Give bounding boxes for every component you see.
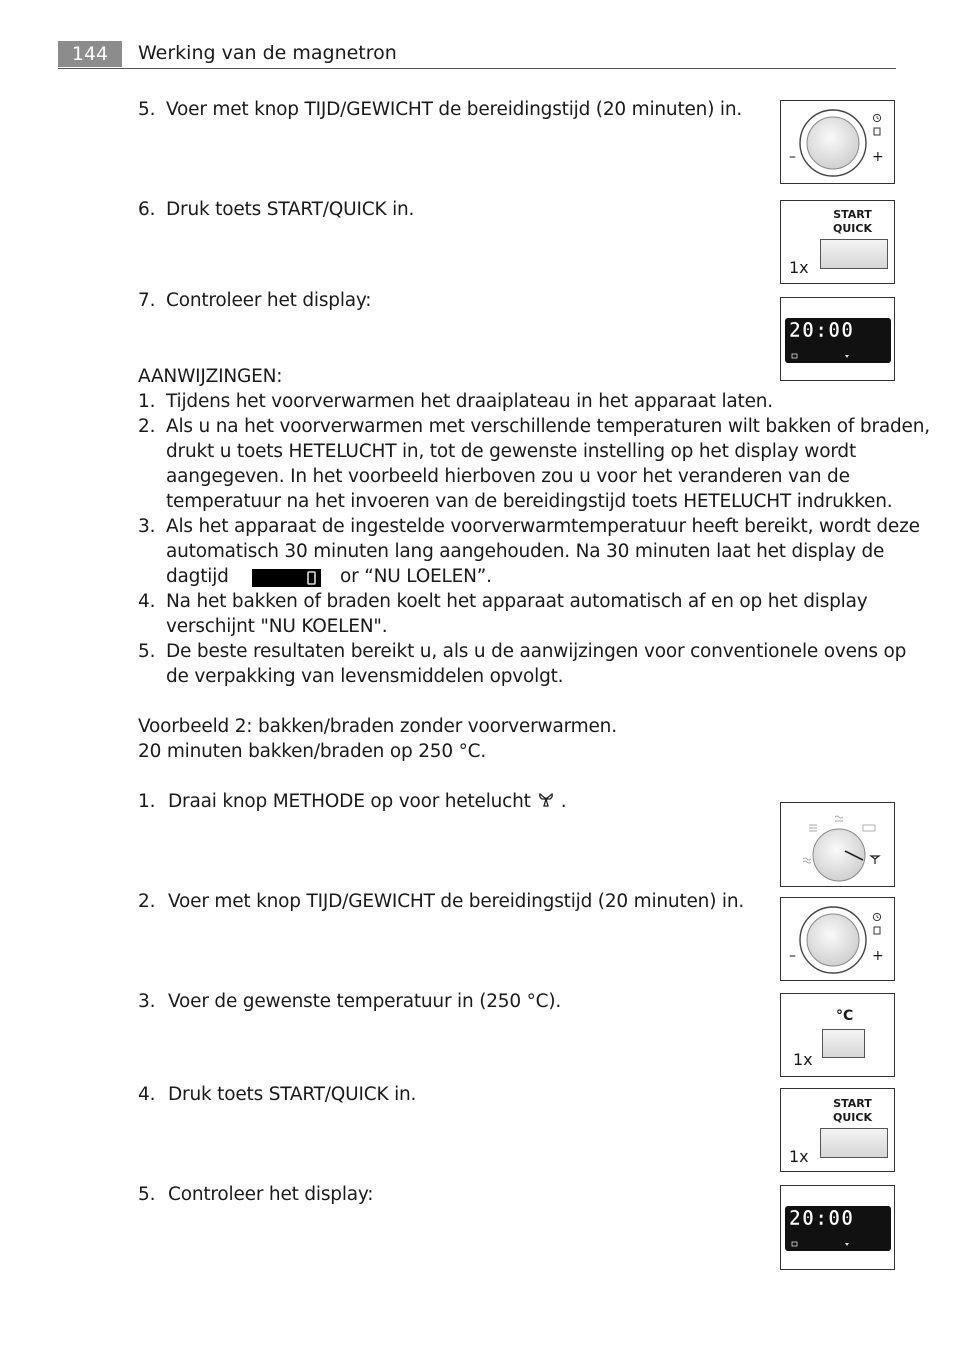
display-illustration — [780, 297, 895, 381]
fan-icon — [531, 790, 561, 815]
start-quick-illustration — [780, 200, 895, 284]
inline-display-icon — [252, 569, 321, 587]
step-b-1: 1. Draai knop METHODE op voor hetelucht . — [138, 789, 566, 815]
note-line: 2. Als u na het voorverwarmen met verschillende temperaturen wilt bakken of braden, — [138, 416, 930, 437]
start-quick-button — [820, 239, 888, 269]
start-label: START — [833, 208, 872, 221]
knob-plus-label: + — [872, 149, 884, 165]
notes-heading: AANWIJZINGEN: — [138, 366, 283, 387]
fan-icon — [845, 1243, 849, 1246]
step-b-5: 5. Controleer het display: — [138, 1184, 374, 1205]
step-a-7: 7. Controleer het display: — [138, 290, 372, 311]
note-line: 5. De beste resultaten bereikt u, als u de aanwijzingen voor conventionele ovens op — [138, 641, 907, 662]
note-line: automatisch 30 minuten lang aangehouden. Na 30 minuten laat het display de — [166, 541, 885, 562]
step-b-2: 2. Voer met knop TIJD/GEWICHT de bereidingstijd (20 minuten) in. — [138, 891, 745, 912]
start-label: START — [833, 1097, 872, 1110]
note-dagtijd-suffix: or “NU LOELEN”. — [340, 566, 492, 587]
note-line: verschijnt "NU KOELEN". — [166, 616, 388, 637]
note-line: temperatuur na het invoeren van de bereidingstijd toets HETELUCHT indrukken. — [166, 491, 893, 512]
step-a-5: 5. Voer met knop TIJD/GEWICHT de bereidingstijd (20 minuten) in. — [138, 99, 743, 120]
fan-icon — [845, 355, 849, 358]
display-time: 20:00 — [789, 1206, 855, 1230]
page-number: 144 — [58, 41, 122, 67]
example-line2: 20 minuten bakken/braden op 250 °C. — [138, 741, 487, 762]
note-line: de verpakking van levensmiddelen opvolgt. — [166, 666, 564, 687]
step-a-6: 6. Druk toets START/QUICK in. — [138, 199, 415, 220]
example-intro: Voorbeeld 2: bakken/braden zonder voorverwarmen. — [138, 716, 617, 737]
start-quick-illustration — [780, 1088, 895, 1172]
press-count: 1x — [793, 1050, 813, 1069]
note-line: 4. Na het bakken of braden koelt het apparaat automatisch af en op het display — [138, 591, 868, 612]
press-count: 1x — [789, 258, 809, 277]
note-line: drukt u toets HETELUCHT in, tot de gewenste instelling op het display wordt — [166, 441, 857, 462]
oven-icon — [792, 1242, 797, 1246]
method-knob-illustration — [780, 802, 895, 887]
display-illustration — [780, 1185, 895, 1270]
time-weight-knob-illustration — [780, 100, 895, 184]
oven-icon — [792, 354, 797, 358]
press-count: 1x — [789, 1147, 809, 1166]
note-line: aangegeven. In het voorbeeld hierboven zou u voor het veranderen van de — [166, 466, 850, 487]
celsius-button — [822, 1029, 865, 1058]
example-label: Voorbeeld 2: — [138, 716, 253, 737]
note-line: 1. Tijdens het voorverwarmen het draaiplateau in het apparaat laten. — [138, 391, 773, 412]
page-title: Werking van de magnetron — [138, 42, 397, 64]
knob-plus-label: + — [872, 948, 884, 964]
quick-label: QUICK — [833, 222, 872, 235]
start-quick-button — [820, 1128, 888, 1158]
quick-label: QUICK — [833, 1111, 872, 1124]
note-line: 3. Als het apparaat de ingestelde voorverwarmtemperatuur heeft bereikt, wordt deze — [138, 516, 920, 537]
time-weight-knob-illustration — [780, 897, 895, 981]
step-b-3: 3. Voer de gewenste temperatuur in (250 °C). — [138, 991, 562, 1012]
celsius-label: °C — [836, 1008, 854, 1024]
knob-minus-label: – — [789, 948, 796, 964]
note-line: dagtijd — [166, 566, 229, 587]
display-time: 20:00 — [789, 318, 855, 342]
celsius-button-illustration — [780, 993, 895, 1077]
step-b-4: 4. Druk toets START/QUICK in. — [138, 1084, 417, 1105]
knob-minus-label: – — [789, 149, 796, 165]
header-divider — [58, 68, 896, 69]
